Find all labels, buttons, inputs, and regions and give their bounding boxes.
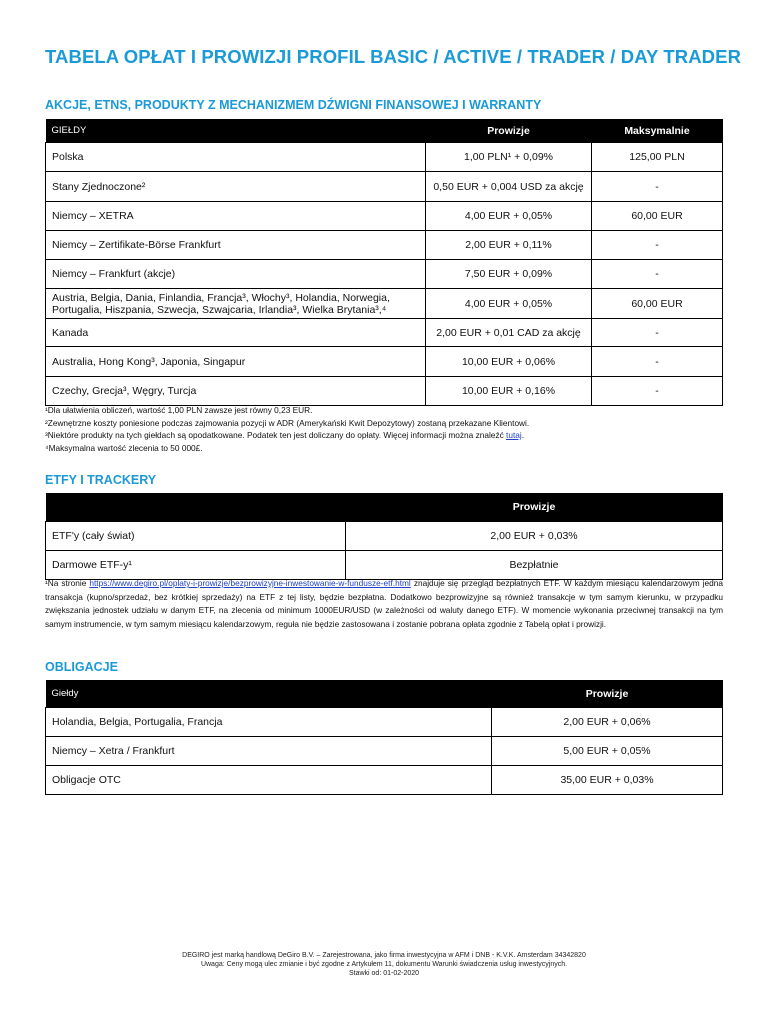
- row-label-cell: ETF'y (cały świat): [46, 522, 346, 551]
- footnote-3-text: ³Niektóre produkty na tych giełdach są opodatkowane. Podatek ten jest doliczany do opłaty. Więcej informacji można znaleźć: [45, 430, 507, 440]
- row-value-cell: -: [592, 231, 723, 260]
- row-value-cell: 60,00 EUR: [592, 289, 723, 319]
- table-row: [46, 522, 723, 551]
- col-header-max: Maksymalnie: [592, 119, 723, 143]
- etf-fee-table: [45, 493, 723, 580]
- col-header-etf-empty: [46, 493, 346, 522]
- row-value-cell: 2,00 EUR + 0,11%: [426, 231, 592, 260]
- stocks-footnotes: [45, 404, 529, 454]
- footnote-3-end: .: [521, 430, 525, 440]
- row-value-cell: 5,00 EUR + 0,05%: [492, 737, 723, 766]
- row-label-cell: Darmowe ETF-y¹: [46, 551, 346, 580]
- footnote-4: ⁴Maksymalna wartość zlecenia to 50 000£.: [45, 442, 203, 453]
- table-row: [46, 289, 723, 319]
- row-value-cell: 0,50 EUR + 0,004 USD za akcję: [426, 172, 592, 202]
- row-value-cell: 10,00 EUR + 0,06%: [426, 347, 592, 377]
- row-label-cell: Niemcy – Frankfurt (akcje): [46, 260, 426, 289]
- footer-line-2: Uwaga: Ceny mogą ulec zmianie i być zgodne z Artykułem 11, dokumentu Warunki świadczenia usług inwestycyjnych.: [200, 961, 568, 968]
- footer-line-1: DEGIRO jest marką handlową DeGiro B.V. – Zarejestrowana, jako firma inwestycyjna w AFM i DNB - K.V.K. Amsterdam 34342820: [182, 952, 586, 959]
- row-label-cell: Niemcy – XETRA: [46, 202, 426, 231]
- bonds-fee-table: [45, 680, 723, 795]
- row-value-cell: -: [592, 377, 723, 406]
- page-title: TABELA OPŁAT I PROWIZJI PROFIL BASIC / ACTIVE / TRADER / DAY TRADER: [45, 46, 742, 67]
- row-label-cell: Austria, Belgia, Dania, Finlandia, Francja³, Włochy³, Holandia, Norwegia, Portugalia, Hiszpania, Szwecja, Szwajcaria, Irlandia³, Wielka Brytania³,⁴: [46, 289, 426, 319]
- row-value-cell: -: [592, 172, 723, 202]
- etf-note-link[interactable]: https://www.degiro.pl/oplaty-i-prowizje/bezprowizyjne-inwestowanie-w-fundusze-etf.html: [89, 578, 411, 588]
- row-label-cell: Kanada: [46, 319, 426, 347]
- row-value-cell: -: [592, 319, 723, 347]
- row-label-cell: Niemcy – Xetra / Frankfurt: [46, 737, 492, 766]
- footnote-3-link[interactable]: tutaj: [506, 430, 522, 440]
- row-value-cell: 10,00 EUR + 0,16%: [426, 377, 592, 406]
- footnote-2: ²Zewnętrzne koszty poniesione podczas zajmowania pozycji w ADR (Amerykański Kwit Depozytowy) zostaną przekazane Klientowi.: [45, 417, 530, 428]
- etf-note-body: znajduje się przegląd bezpłatnych ETF. W każdym miesiącu kalendarzowym jedna transakcja (kupno/sprzedaż, bez krótkiej sprzedaży) na ETF z tej listy, będzie bezpłatna. Dodatkowo bezprowizyjne są również transakcje w tym samym kierunku, w przypadku zwiększania jednostek udziału w danym ETF, na zlecenia od minimum 1000EUR/USD (w zależności od waluty danego ETF). W momencie wykonania przeciwnej transakcji na tym samym instrumencie, w tym samym miesiącu kalendarzowym, reguła nie będzie zastosowana i zostanie pobrana opłata zgodnie z Tabelą opłat i prowizji.: [45, 578, 723, 629]
- table-row: [46, 319, 723, 347]
- section-heading-etf: ETFY I TRACKERY: [45, 473, 157, 487]
- row-label-cell: Holandia, Belgia, Portugalia, Francja: [46, 708, 492, 737]
- section-heading-bonds: OBLIGACJE: [45, 660, 118, 674]
- table-row: [46, 231, 723, 260]
- row-value-cell: 2,00 EUR + 0,03%: [346, 522, 723, 551]
- table-row: [46, 377, 723, 406]
- table-row: [46, 202, 723, 231]
- table-row: [46, 737, 723, 766]
- footnote-1: ¹Dla ułatwienia obliczeń, wartość 1,00 PLN zawsze jest równy 0,23 EUR.: [45, 405, 313, 415]
- table-row: [46, 260, 723, 289]
- row-value-cell: Bezpłatnie: [346, 551, 723, 580]
- row-value-cell: 35,00 EUR + 0,03%: [492, 766, 723, 795]
- table-row: [46, 551, 723, 580]
- col-header-etf-fees: Prowizje: [346, 493, 723, 522]
- row-label-cell: Czechy, Grecja³, Węgry, Turcja: [46, 377, 426, 406]
- table-row: [46, 143, 723, 172]
- row-value-cell: 2,00 EUR + 0,01 CAD za akcję: [426, 319, 592, 347]
- row-label-cell: Australia, Hong Kong³, Japonia, Singapur: [46, 347, 426, 377]
- row-label-cell: Stany Zjednoczone²: [46, 172, 426, 202]
- table-row: [46, 172, 723, 202]
- row-value-cell: 7,50 EUR + 0,09%: [426, 260, 592, 289]
- stocks-fee-table: [45, 119, 723, 406]
- row-value-cell: 4,00 EUR + 0,05%: [426, 289, 592, 319]
- col-header-fees: Prowizje: [426, 119, 592, 143]
- row-label-cell: Obligacje OTC: [46, 766, 492, 795]
- footer-line-3: Stawki od: 01-02-2020: [348, 970, 420, 977]
- col-header-bond-fees: Prowizje: [492, 680, 723, 708]
- row-value-cell: -: [592, 347, 723, 377]
- etf-note: [45, 577, 723, 631]
- row-value-cell: 4,00 EUR + 0,05%: [426, 202, 592, 231]
- etf-note-pre: ¹Na stronie: [45, 578, 90, 588]
- footer: [0, 951, 768, 978]
- row-value-cell: 125,00 PLN: [592, 143, 723, 172]
- table-row: [46, 708, 723, 737]
- row-label-cell: Polska: [46, 143, 426, 172]
- row-label-cell: Niemcy – Zertifikate-Börse Frankfurt: [46, 231, 426, 260]
- footnote-3: [45, 429, 529, 442]
- row-value-cell: 60,00 EUR: [592, 202, 723, 231]
- section-heading-stocks: AKCJE, ETNS, PRODUKTY Z MECHANIZMEM DŹWIGNI FINANSOWEJ I WARRANTY: [45, 98, 542, 112]
- row-value-cell: 2,00 EUR + 0,06%: [492, 708, 723, 737]
- table-row: [46, 347, 723, 377]
- col-header-exchanges: GIEŁDY: [46, 119, 426, 143]
- col-header-bond-exchanges: Giełdy: [46, 680, 492, 708]
- table-row: [46, 766, 723, 795]
- row-value-cell: -: [592, 260, 723, 289]
- row-value-cell: 1,00 PLN¹ + 0,09%: [426, 143, 592, 172]
